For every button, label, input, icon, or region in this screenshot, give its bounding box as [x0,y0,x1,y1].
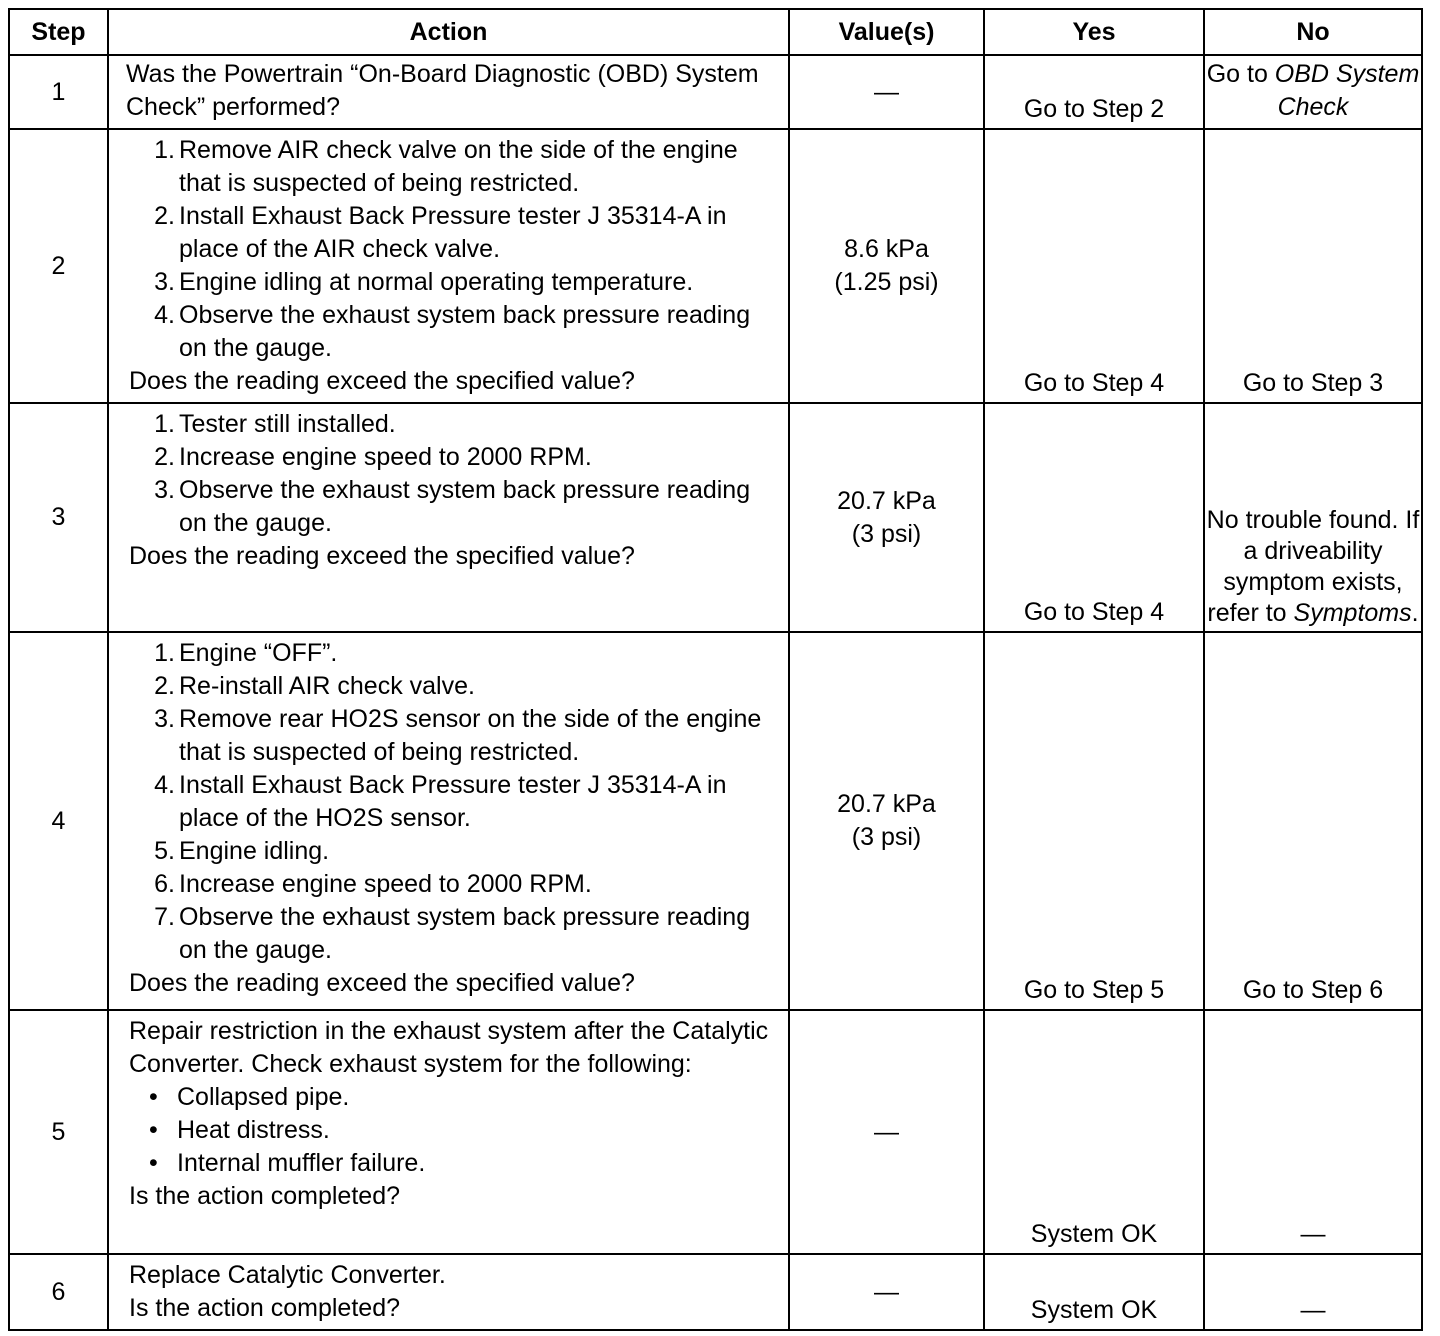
step-number: 6 [9,1254,108,1330]
no-cell [1204,403,1422,632]
action-cell [108,403,789,632]
action-steps [129,408,778,540]
table-row [9,1254,1422,1330]
table-row [9,403,1422,632]
action-bullets [129,1081,778,1180]
table-row [9,55,1422,129]
action-step: 4. Observe the exhaust system back pressure reading on the gauge. [154,301,751,362]
action-step-text: Observe the exhaust system back pressure reading on the gauge. [179,903,751,964]
yes-text: System OK [1030,1296,1158,1324]
action-question: Does the reading exceed the specified value? [129,969,635,997]
no-text: Go to Step 6 [1242,976,1384,1004]
step-number: 4 [9,632,108,1010]
value-primary: 8.6 kPa [844,235,929,263]
table-row [9,632,1422,1010]
action-step-text: Install Exhaust Back Pressure tester J 35314-A in place of the AIR check valve. [179,202,727,263]
value-cell [789,403,984,632]
no-cell [1204,129,1422,403]
header-no: No [1204,9,1422,55]
action-step: 2. Re-install AIR check valve. [154,672,475,700]
action-step: 2. Increase engine speed to 2000 RPM. [154,443,592,471]
value-cell [789,632,984,1010]
header-yes: Yes [984,9,1204,55]
action-step: 6. Increase engine speed to 2000 RPM. [154,870,592,898]
value-cell [789,1010,984,1254]
action-text: Was the Powertrain “On-Board Diagnostic (OBD) System Check” performed? [126,60,759,121]
action-step: 7. Observe the exhaust system back pressure reading on the gauge. [154,903,751,964]
table-row [9,1010,1422,1254]
no-cell [1204,1254,1422,1330]
value-text: — [874,77,899,106]
action-step-text: Engine idling. [179,837,330,865]
action-question: Is the action completed? [129,1294,400,1322]
no-text: — [1300,1220,1326,1248]
no-cell [1204,632,1422,1010]
action-step: 2. Install Exhaust Back Pressure tester J 35314-A in place of the AIR check valve. [154,202,727,263]
action-question: Does the reading exceed the specified value? [129,367,635,395]
value-cell [789,55,984,129]
value-text: — [874,1117,899,1146]
action-step: 3. Remove rear HO2S sensor on the side of the engine that is suspected of being restricted. [154,705,762,766]
header-step: Step [9,9,108,55]
action-step: 1. Remove AIR check valve on the side of the engine that is suspected of being restricted. [154,136,738,197]
bullet-item: • Internal muffler failure. [177,1147,778,1180]
no-italic-link: Symptoms [1293,599,1412,627]
no-italic-link: OBD System Check [1274,60,1420,121]
value-cell [789,1254,984,1330]
no-text: No trouble found. If a driveability symptom exists, refer to [1206,506,1420,627]
header-row [9,9,1422,55]
action-cell [108,129,789,403]
value-cell [789,129,984,403]
value-primary: 20.7 kPa [837,486,936,515]
action-step-text: Install Exhaust Back Pressure tester J 35314-A in place of the HO2S sensor. [179,771,727,832]
yes-text: Go to Step 5 [1023,976,1165,1004]
value-secondary: (1.25 psi) [834,268,939,296]
action-step-text: Remove AIR check valve on the side of the engine that is suspected of being restricted. [179,136,738,197]
action-steps [129,637,778,967]
no-text: — [1300,1296,1326,1324]
bullet-item: • Heat distress. [177,1114,778,1147]
yes-text: Go to Step 4 [1023,598,1165,626]
action-cell [108,1010,789,1254]
action-step: 4. Install Exhaust Back Pressure tester J 35314-A in place of the HO2S sensor. [154,771,727,832]
action-step-text: Engine “OFF”. [179,639,338,667]
action-step-text: Tester still installed. [179,410,396,438]
action-cell [108,1254,789,1330]
action-step: 1. Tester still installed. [154,410,396,438]
yes-cell [984,403,1204,632]
step-number: 1 [9,55,108,129]
value-text: — [874,1277,899,1306]
action-step-text: Engine idling at normal operating temperature. [179,268,694,296]
action-text: Repair restriction in the exhaust system after the Catalytic Converter. Check exhaust system for the following: [129,1017,769,1078]
value-secondary: (3 psi) [851,519,922,548]
action-text: Replace Catalytic Converter. [129,1261,446,1289]
yes-text: Go to Step 4 [1023,369,1165,397]
table-row [9,129,1422,403]
action-step-text: Observe the exhaust system back pressure reading on the gauge. [179,301,751,362]
yes-text: Go to Step 2 [1023,95,1165,123]
no-prefix: Go to [1206,60,1275,88]
step-number: 3 [9,403,108,632]
yes-cell [984,632,1204,1010]
action-step-text: Observe the exhaust system back pressure reading on the gauge. [179,476,751,537]
value-secondary: (3 psi) [851,823,922,851]
diagnostic-table [8,8,1423,1331]
action-step: 5. Engine idling. [154,837,330,865]
action-step: 3. Engine idling at normal operating temperature. [154,268,694,296]
step-number: 2 [9,129,108,403]
yes-cell [984,1010,1204,1254]
yes-cell [984,1254,1204,1330]
action-cell [108,632,789,1010]
bullet-item: • Collapsed pipe. [177,1081,778,1114]
yes-text: System OK [1030,1220,1158,1248]
action-steps [129,134,778,365]
yes-cell [984,129,1204,403]
action-step-text: Re-install AIR check valve. [179,672,475,700]
no-text: Go to Step 3 [1242,369,1384,397]
action-cell [108,55,789,129]
action-step-text: Increase engine speed to 2000 RPM. [179,870,592,898]
action-step-text: Remove rear HO2S sensor on the side of the engine that is suspected of being restricted. [179,705,762,766]
step-number: 5 [9,1010,108,1254]
header-values: Value(s) [789,9,984,55]
action-question: Does the reading exceed the specified value? [129,542,635,570]
no-cell [1204,1010,1422,1254]
action-step-text: Increase engine speed to 2000 RPM. [179,443,592,471]
value-primary: 20.7 kPa [837,790,936,818]
action-step: 3. Observe the exhaust system back pressure reading on the gauge. [154,476,751,537]
no-cell [1204,55,1422,129]
header-action: Action [108,9,789,55]
yes-cell [984,55,1204,129]
no-period: . [1411,599,1419,627]
action-step: 1. Engine “OFF”. [154,639,338,667]
action-question: Is the action completed? [129,1182,400,1210]
